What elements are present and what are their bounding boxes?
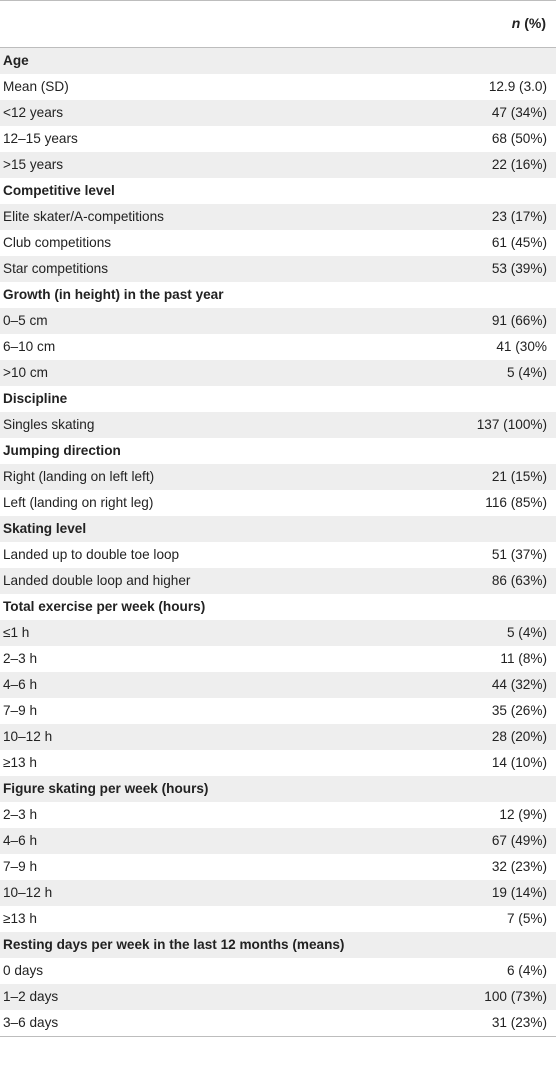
row-value: 86 (63%) — [491, 573, 547, 588]
table-header-row — [0, 0, 556, 48]
section-header-row — [0, 438, 556, 464]
table-bottom-rule — [0, 1036, 556, 1037]
row-value: 7 (5%) — [506, 911, 547, 926]
row-label: Landed double loop and higher — [3, 573, 191, 588]
row-value: 51 (37%) — [491, 547, 547, 562]
row-label: 2–3 h — [3, 807, 38, 822]
row-value: 31 (23%) — [491, 1015, 547, 1030]
column-header-n: n — [511, 15, 521, 31]
row-value: 91 (66%) — [491, 313, 547, 328]
row-label: ≤1 h — [3, 625, 30, 640]
row-label: 0–5 cm — [3, 313, 48, 328]
table-row — [0, 672, 556, 698]
row-label: 10–12 h — [3, 729, 53, 744]
row-label: 6–10 cm — [3, 339, 56, 354]
table-row — [0, 854, 556, 880]
row-value: 137 (100%) — [476, 417, 547, 432]
table-row — [0, 360, 556, 386]
table-row — [0, 880, 556, 906]
row-label: Elite skater/A-competitions — [3, 209, 164, 224]
table-row — [0, 412, 556, 438]
row-value: 22 (16%) — [491, 157, 547, 172]
row-value: 12 (9%) — [499, 807, 547, 822]
section-header-row — [0, 48, 556, 74]
section-header-row — [0, 386, 556, 412]
section-header-row — [0, 516, 556, 542]
section-title: Skating level — [3, 521, 87, 536]
row-value: 68 (50%) — [491, 131, 547, 146]
table-row — [0, 906, 556, 932]
row-label: 1–2 days — [3, 989, 59, 1004]
row-label: Right (landing on left left) — [3, 469, 155, 484]
row-label: 2–3 h — [3, 651, 38, 666]
row-value: 19 (14%) — [491, 885, 547, 900]
section-header-row — [0, 932, 556, 958]
table-row — [0, 1010, 556, 1036]
table-row — [0, 984, 556, 1010]
row-value: 11 (8%) — [500, 651, 547, 666]
table-row — [0, 542, 556, 568]
table-row — [0, 620, 556, 646]
table-row — [0, 828, 556, 854]
section-title: Figure skating per week (hours) — [3, 781, 209, 796]
table-row — [0, 126, 556, 152]
section-title: Total exercise per week (hours) — [3, 599, 206, 614]
row-label: >15 years — [3, 157, 64, 172]
row-value: 21 (15%) — [491, 469, 547, 484]
table-row — [0, 490, 556, 516]
table-row — [0, 100, 556, 126]
section-title: Resting days per week in the last 12 months (means) — [3, 937, 345, 952]
row-label: 10–12 h — [3, 885, 53, 900]
row-value: 47 (34%) — [491, 105, 547, 120]
row-label: 7–9 h — [3, 703, 38, 718]
row-label: <12 years — [3, 105, 64, 120]
section-title: Jumping direction — [3, 443, 121, 458]
row-value: 12.9 (3.0) — [488, 79, 547, 94]
section-header-row — [0, 178, 556, 204]
table-row — [0, 958, 556, 984]
row-label: 4–6 h — [3, 677, 38, 692]
row-label: 3–6 days — [3, 1015, 59, 1030]
table-row — [0, 724, 556, 750]
row-label: Left (landing on right leg) — [3, 495, 154, 510]
row-label: >10 cm — [3, 365, 48, 380]
row-value: 100 (73%) — [484, 989, 547, 1004]
row-label: 12–15 years — [3, 131, 78, 146]
table-row — [0, 334, 556, 360]
row-label: 0 days — [3, 963, 44, 978]
row-value: 32 (23%) — [491, 859, 547, 874]
column-header-n-percent — [512, 15, 546, 31]
row-value: 28 (20%) — [491, 729, 547, 744]
row-value: 116 (85%) — [485, 495, 547, 510]
row-value: 53 (39%) — [491, 261, 547, 276]
section-header-row — [0, 594, 556, 620]
table-row — [0, 698, 556, 724]
row-value: 5 (4%) — [506, 365, 547, 380]
row-label: ≥13 h — [3, 911, 37, 926]
row-value: 5 (4%) — [506, 625, 547, 640]
row-value: 61 (45%) — [491, 235, 547, 250]
row-value: 44 (32%) — [491, 677, 547, 692]
row-label: Landed up to double toe loop — [3, 547, 180, 562]
section-title: Competitive level — [3, 183, 115, 198]
section-title: Growth (in height) in the past year — [3, 287, 224, 302]
table-row — [0, 802, 556, 828]
row-label: 7–9 h — [3, 859, 38, 874]
table-row — [0, 74, 556, 100]
row-label: Club competitions — [3, 235, 112, 250]
table-row — [0, 152, 556, 178]
section-header-row — [0, 282, 556, 308]
table-row — [0, 750, 556, 776]
table-row — [0, 568, 556, 594]
section-title: Discipline — [3, 391, 68, 406]
section-header-row — [0, 776, 556, 802]
row-value: 6 (4%) — [506, 963, 547, 978]
table-row — [0, 230, 556, 256]
row-label: Star competitions — [3, 261, 109, 276]
section-title: Age — [3, 53, 29, 68]
row-value: 14 (10%) — [491, 755, 547, 770]
row-label: Mean (SD) — [3, 79, 69, 94]
row-label: 4–6 h — [3, 833, 38, 848]
table-row — [0, 204, 556, 230]
row-value: 41 (30% — [496, 339, 547, 354]
row-label: Singles skating — [3, 417, 95, 432]
column-header-percent: (%) — [520, 15, 546, 31]
table-row — [0, 646, 556, 672]
row-value: 35 (26%) — [491, 703, 547, 718]
row-value: 67 (49%) — [491, 833, 547, 848]
table-body — [0, 48, 556, 1036]
table-row — [0, 256, 556, 282]
table-row — [0, 464, 556, 490]
row-label: ≥13 h — [3, 755, 37, 770]
row-value: 23 (17%) — [491, 209, 547, 224]
table-row — [0, 308, 556, 334]
